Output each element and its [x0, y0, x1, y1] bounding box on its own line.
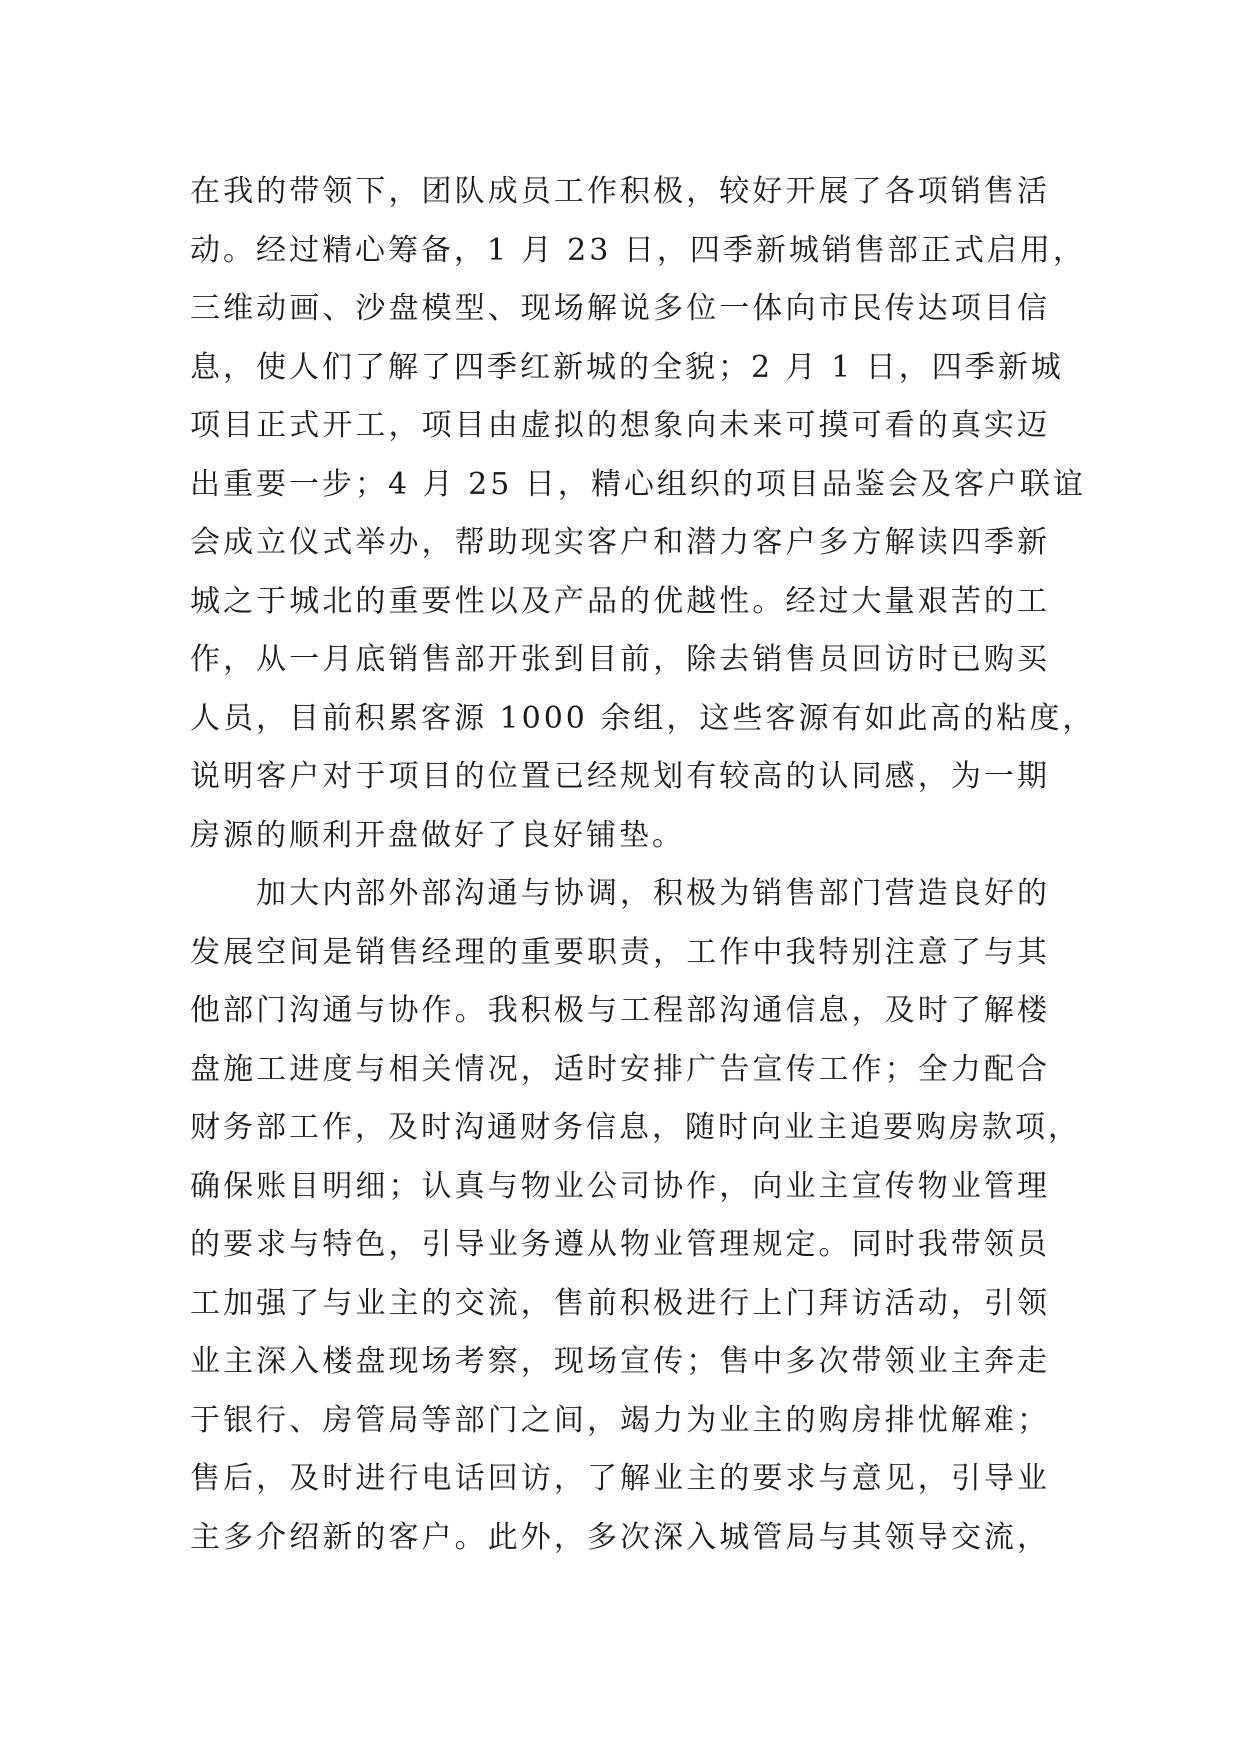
- paragraph-2: [190, 865, 1081, 1567]
- text-line: 动。经过精心筹备，1 月 23 日，四季新城销售部正式启用，: [190, 232, 1086, 268]
- text-line: 他部门沟通与协作。我积极与工程部沟通信息，及时了解楼: [190, 993, 1050, 1028]
- text-line: 城之于城北的重要性以及产品的优越性。经过大量艰苦的工: [190, 583, 1050, 619]
- text-line: 人员，目前积累客源 1000 余组，这些客源有如此高的粘度，: [190, 700, 1096, 736]
- text-line: 售后，及时进行电话回访，了解业主的要求与意见，引导业: [190, 1461, 1050, 1496]
- text-line: 盘施工进度与相关情况，适时安排广告宣传工作；全力配合: [190, 1051, 1050, 1087]
- text-line: 出重要一步；4 月 25 日，精心组织的项目品鉴会及客户联谊: [190, 466, 1086, 502]
- text-line: 主多介绍新的客户。此外，多次深入城管局与其领导交流，: [190, 1519, 1050, 1555]
- body-text: [190, 163, 1096, 1567]
- text-line: 业主深入楼盘现场考察，现场宣传；售中多次带领业主奔走: [190, 1344, 1050, 1379]
- text-line: 作，从一月底销售部开张到目前，除去销售员回访时已购买: [190, 642, 1050, 677]
- paragraph-1: [190, 163, 1096, 865]
- text-line: 三维动画、沙盘模型、现场解说多位一体向市民传达项目信: [190, 291, 1050, 326]
- text-line: 项目正式开工，项目由虚拟的想象向未来可摸可看的真实迈: [190, 408, 1050, 443]
- text-line: 房源的顺利开盘做好了良好铺垫。: [190, 817, 685, 853]
- text-line: 发展空间是销售经理的重要职责，工作中我特别注意了与其: [190, 934, 1050, 970]
- text-line: 确保账目明细；认真与物业公司协作，向业主宣传物业管理: [190, 1168, 1050, 1204]
- text-line: 财务部工作，及时沟通财务信息，随时向业主追要购房款项，: [190, 1110, 1081, 1145]
- text-line: 的要求与特色，引导业务遵从物业管理规定。同时我带领员: [190, 1227, 1050, 1262]
- text-line: 工加强了与业主的交流，售前积极进行上门拜访活动，引领: [190, 1285, 1050, 1321]
- text-line: 会成立仪式举办，帮助现实客户和潜力客户多方解读四季新: [190, 525, 1050, 560]
- text-line: 说明客户对于项目的位置已经规划有较高的认同感，为一期: [190, 759, 1050, 794]
- text-line: 在我的带领下，团队成员工作积极，较好开展了各项销售活: [190, 174, 1050, 209]
- text-line: 息，使人们了解了四季红新城的全貌；2 月 1 日，四季新城: [190, 349, 1064, 385]
- text-line: 于银行、房管局等部门之间，竭力为业主的购房排忧解难；: [190, 1402, 1050, 1438]
- text-line: 加大内部外部沟通与协调，积极为销售部门营造良好的: [256, 876, 1050, 911]
